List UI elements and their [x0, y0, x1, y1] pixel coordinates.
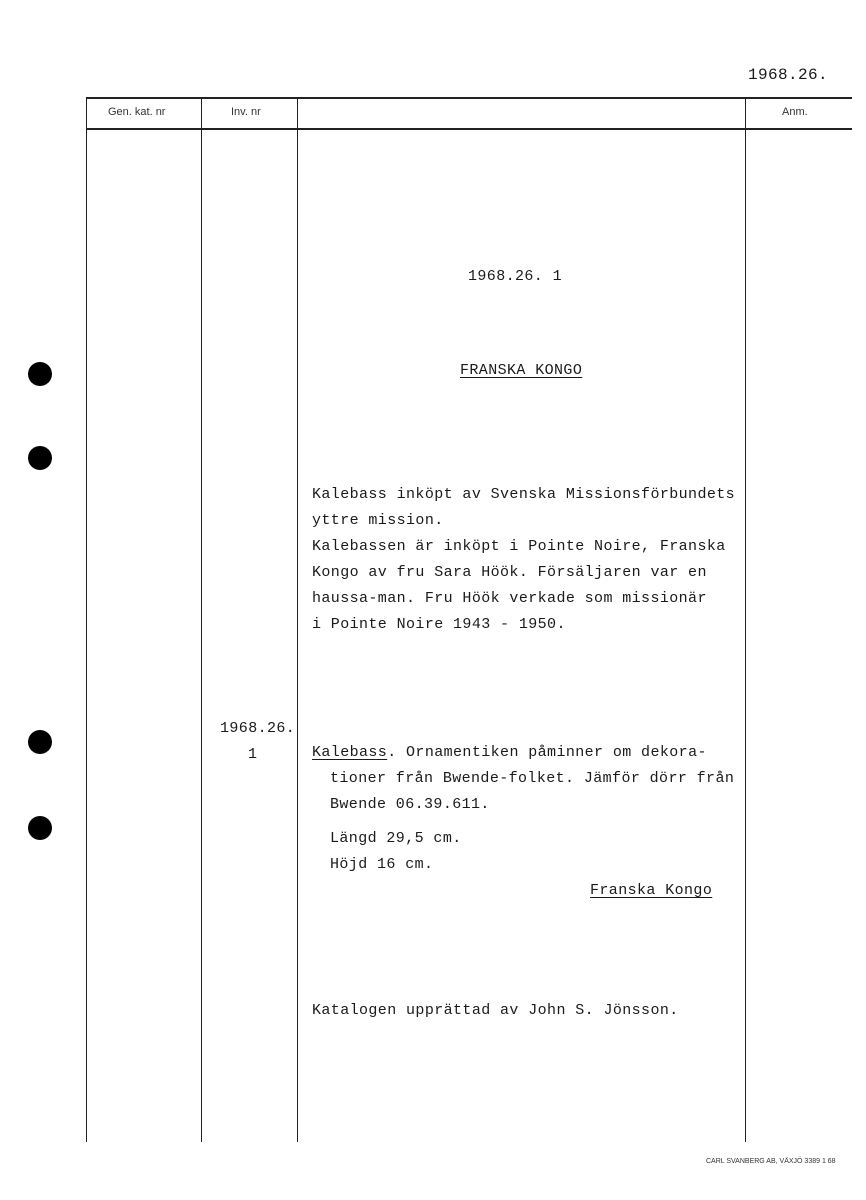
catalog-author-note: Katalogen upprättad av John S. Jönsson. — [312, 1002, 679, 1019]
col-rule-inv-main — [297, 98, 298, 1142]
object-desc-line: Bwende 06.39.611. — [330, 796, 490, 813]
object-height: Höjd 16 cm. — [330, 856, 434, 873]
object-desc-first: . Ornamentiken påminner om dekora- — [387, 744, 707, 761]
header-anm: Anm. — [782, 106, 808, 118]
entry-number: 1968.26. 1 — [468, 268, 563, 285]
object-length: Längd 29,5 cm. — [330, 830, 462, 847]
object-first-line — [312, 740, 734, 766]
acquisition-line: Kalebassen är inköpt i Pointe Noire, Franska — [312, 538, 726, 555]
inv-number-line2: 1 — [248, 746, 258, 763]
punch-hole-3 — [28, 730, 52, 754]
punch-hole-2 — [28, 446, 52, 470]
acquisition-text — [312, 482, 735, 638]
header-gen-kat-nr: Gen. kat. nr — [108, 106, 166, 118]
col-rule-main-anm — [745, 98, 746, 1142]
punch-hole-1 — [28, 362, 52, 386]
object-description — [312, 740, 734, 818]
header-inv-nr: Inv. nr — [231, 106, 261, 118]
acquisition-line: Kongo av fru Sara Höök. Försäljaren var en — [312, 564, 707, 581]
inv-number-line1: 1968.26. — [220, 720, 296, 737]
acquisition-line: Kalebass inköpt av Svenska Missionsförbundets — [312, 486, 736, 503]
col-rule-gen-inv — [201, 98, 202, 1142]
punch-hole-4 — [28, 816, 52, 840]
col-rule-left — [86, 98, 87, 1142]
printer-mark: CARL SVANBERG AB, VÄXJÖ 3389 1 68 — [706, 1158, 836, 1165]
region-heading: FRANSKA KONGO — [460, 362, 583, 379]
acquisition-line: i Pointe Noire 1943 - 1950. — [312, 616, 566, 633]
object-desc-line: tioner från Bwende-folket. Jämför dörr från — [330, 770, 735, 787]
object-name: Kalebass — [312, 744, 388, 761]
acquisition-line: yttre mission. — [312, 512, 444, 529]
acquisition-line: haussa-man. Fru Höök verkade som missionär — [312, 590, 707, 607]
page-number: 1968.26. — [748, 66, 829, 84]
object-origin: Franska Kongo — [590, 882, 713, 899]
